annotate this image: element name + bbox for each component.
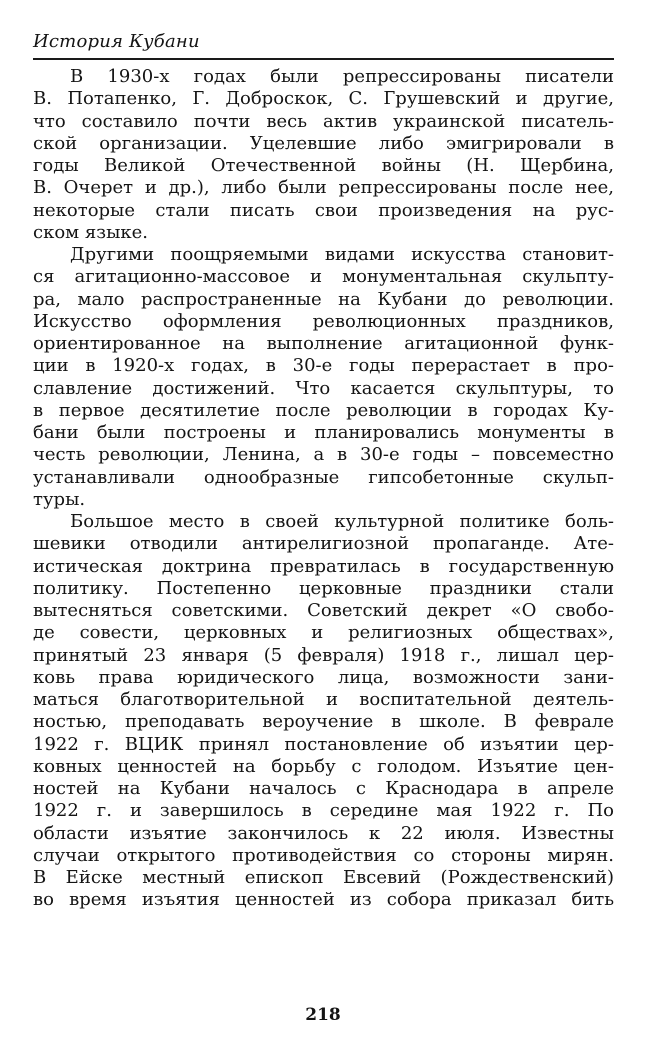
text-line: Большое место в своей культурной политике боль- [70, 511, 614, 532]
paragraph-3 [33, 511, 614, 912]
text-line: Искусство оформления революционных праздников, [33, 310, 614, 332]
text-line: маться благотворительной и воспитательной деятель- [33, 689, 614, 710]
text-line: вытесняться советскими. Советский декрет «О свобо- [33, 600, 614, 621]
text-line: ковных ценностей на борьбу с голодом. Изъятие цен- [33, 755, 614, 777]
body-text [33, 66, 614, 912]
text-line: туры. [33, 488, 86, 510]
text-line: Другими поощряемыми видами искусства становит- [70, 244, 614, 265]
running-head: История Кубани [33, 31, 200, 52]
text-line: области изъятие закончилось к 22 июля. Известны [33, 822, 614, 844]
text-line: В. Очерет и др.), либо были репрессированы после нее, [33, 177, 614, 199]
text-line: ции в 1920-х годах, в 30-е годы перерастает в про- [33, 355, 614, 377]
paragraph-2 [33, 244, 614, 511]
text-line: устанавливали однообразные гипсобетонные скульп- [33, 466, 614, 488]
text-line: ностей на Кубани началось с Краснодара в апреле [33, 778, 614, 799]
text-line: В. Потапенко, Г. Доброскок, С. Грушевский и другие, [33, 88, 614, 110]
header-rule [33, 58, 614, 60]
text-line: в первое десятилетие после революции в городах Ку- [33, 399, 614, 421]
text-line: ской организации. Уцелевшие либо эмигрировали в [33, 132, 614, 154]
text-line: честь революции, Ленина, а в 30-е годы – повсеместно [33, 444, 614, 466]
text-line: 1922 г. и завершилось в середине мая 1922 г. По [33, 800, 614, 822]
text-line: ся агитационно-массовое и монументальная скульпту- [33, 266, 614, 288]
page-number: 218 [305, 1005, 341, 1025]
text-line: В Ейске местный епископ Евсевий (Рождественский) [33, 867, 614, 888]
paragraph-1 [33, 66, 614, 244]
text-line: истическая доктрина превратилась в государственную [33, 555, 614, 577]
text-line: годы Великой Отечественной войны (Н. Щербина, [33, 155, 614, 176]
text-line: де совести, церковных и религиозных обществах», [33, 622, 614, 644]
text-line: некоторые стали писать свои произведения на рус- [33, 199, 614, 221]
text-line: принятый 23 января (5 февраля) 1918 г., лишал цер- [33, 644, 614, 666]
text-line: В 1930-х годах были репрессированы писатели [70, 66, 614, 87]
text-line: во время изъятия ценностей из собора приказал бить [33, 889, 614, 911]
text-line: ском языке. [33, 221, 149, 243]
text-line: шевики отводили антирелигиозной пропаганде. Ате- [33, 533, 614, 555]
text-line: бани были построены и планировались монументы в [33, 422, 614, 443]
text-line: 1922 г. ВЦИК принял постановление об изъятии цер- [33, 733, 614, 755]
text-line: ра, мало распространенные на Кубани до революции. [33, 288, 614, 310]
text-line: политику. Постепенно церковные праздники стали [33, 577, 614, 599]
text-line: славление достижений. Что касается скульптуры, то [33, 377, 614, 399]
text-line: ориентированное на выполнение агитационной функ- [33, 333, 614, 354]
text-line: что составило почти весь актив украинской писатель- [33, 110, 614, 132]
text-line: случаи открытого противодействия со стороны мирян. [33, 844, 614, 866]
text-line: ностью, преподавать вероучение в школе. В феврале [33, 711, 614, 733]
text-line: ковь права юридического лица, возможности зани- [33, 666, 614, 688]
